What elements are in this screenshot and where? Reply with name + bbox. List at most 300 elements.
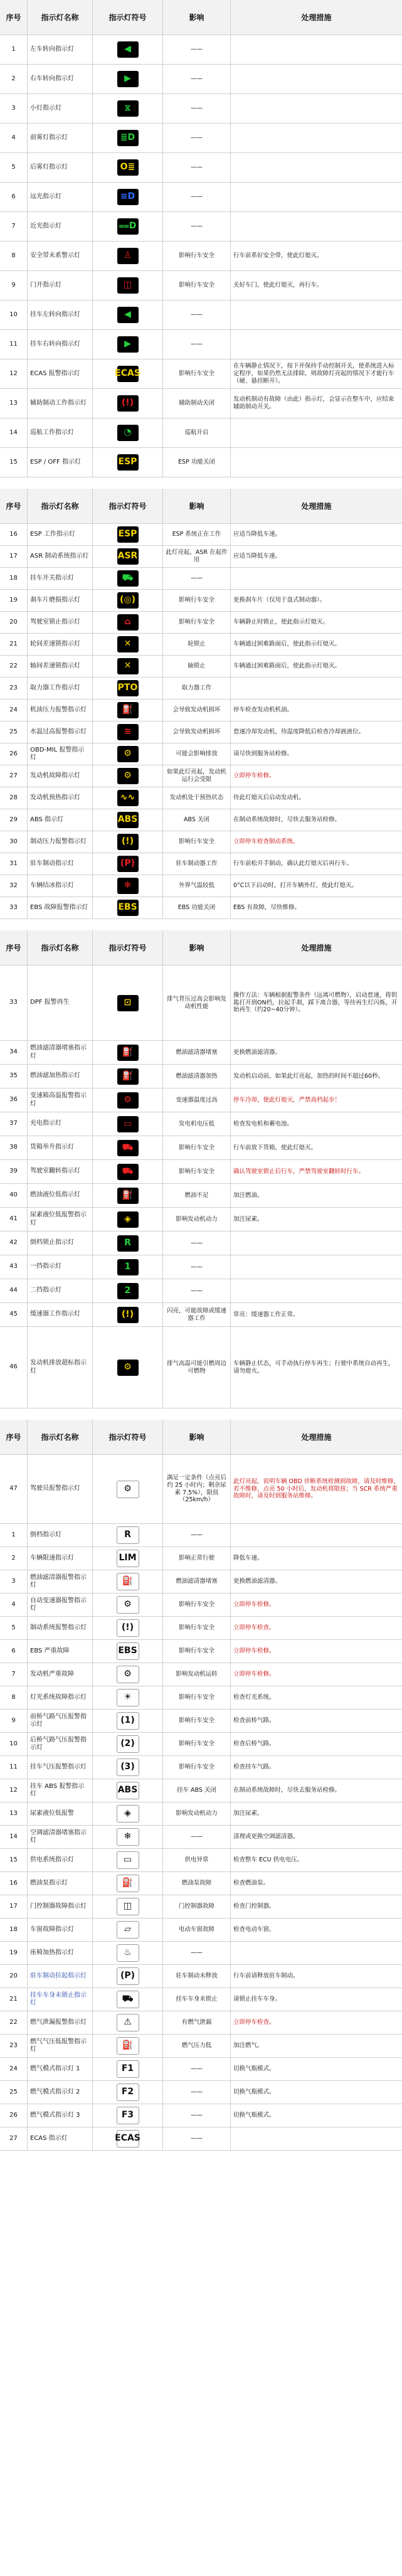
indicator-effect: 有燃气泄漏 <box>163 2011 231 2035</box>
indicator-effect: 门控制器故障 <box>163 1895 231 1919</box>
indicator-glyph: 2 <box>124 1285 131 1296</box>
reverse-icon <box>117 1526 139 1544</box>
indicator-glyph: ⛽ <box>122 1576 134 1587</box>
indicator-symbol-cell <box>93 1988 163 2011</box>
indicator-glyph: ⛟ <box>122 1994 134 2004</box>
indicator-symbol-cell <box>93 1136 163 1160</box>
indicator-name: 近光指示灯 <box>28 212 93 242</box>
indicator-symbol-cell <box>93 183 163 212</box>
indicator-symbol-cell <box>93 242 163 271</box>
front-fog-icon <box>117 130 139 146</box>
preheat-icon <box>117 790 139 806</box>
indicator-symbol-cell <box>93 1455 163 1524</box>
gas-low-icon <box>117 2037 139 2055</box>
retarder-icon <box>117 1307 139 1323</box>
indicator-name: 驾驶室翻转指示灯 <box>28 1160 93 1184</box>
table-header <box>0 489 402 524</box>
indicator-effect: 燃油滤清器堵塞 <box>163 1041 231 1065</box>
indicator-effect: —— <box>163 2081 231 2104</box>
header-no: 序号 <box>0 930 28 966</box>
header-effect: 影响 <box>163 0 231 35</box>
indicator-action: 车辆静止时锁止，使此指示灯熄灭。 <box>231 612 402 634</box>
indicator-action: 更换刹车片（仅用于盘式制动器）。 <box>231 590 402 612</box>
indicator-action: 停车检查发动机机油。 <box>231 700 402 721</box>
indicator-effect: 驻车制动器工作 <box>163 853 231 875</box>
indicator-glyph: (!) <box>121 398 134 408</box>
indicator-name: 车辆结冰指示灯 <box>28 875 93 897</box>
table-row <box>0 242 402 271</box>
indicator-glyph: ⛽ <box>122 1878 134 1888</box>
indicator-glyph: ECAS <box>115 368 140 379</box>
indicator-effect: EBS 功能关闭 <box>163 897 231 919</box>
indicator-symbol-cell <box>93 1112 163 1136</box>
indicator-action: 发动机启动前，如果此灯亮起，加热的时间不超过60秒。 <box>231 1065 402 1088</box>
indicator-name: 供电系统指示灯 <box>28 1849 93 1872</box>
indicator-name: 取力器工作指示灯 <box>28 678 93 700</box>
table-row <box>0 546 402 568</box>
indicator-effect: 影响行车安全 <box>163 1686 231 1710</box>
indicator-glyph: EBS <box>118 1646 137 1656</box>
indicator-name: 轴间差速锁指示灯 <box>28 656 93 678</box>
indicator-action: 检查门控制器。 <box>231 1895 402 1919</box>
indicator-glyph: (!) <box>121 836 134 847</box>
indicator-name: 燃气模式指示灯 3 <box>28 2104 93 2127</box>
table-row <box>0 1710 402 1733</box>
table-body-2 <box>0 524 402 919</box>
high-beam-icon <box>117 189 139 205</box>
indicator-effect: 外界气温较低 <box>163 875 231 897</box>
indicator-action <box>231 1232 402 1255</box>
table-row <box>0 1327 402 1408</box>
indicator-name: 充电指示灯 <box>28 1112 93 1136</box>
table-row <box>0 1136 402 1160</box>
left-arrow-icon <box>117 41 139 58</box>
brake-pressure-icon <box>117 834 139 850</box>
indicator-symbol-cell <box>93 634 163 656</box>
row-number: 36 <box>0 1088 28 1112</box>
indicator-action <box>231 330 402 359</box>
indicator-symbol-cell <box>93 1919 163 1942</box>
ebs-icon <box>117 900 139 916</box>
table-row <box>0 1041 402 1065</box>
indicator-action <box>231 1279 402 1303</box>
row-number: 41 <box>0 1208 28 1232</box>
indicator-symbol-cell <box>93 721 163 743</box>
indicator-effect: 影响发动机运转 <box>163 1663 231 1686</box>
indicator-action: 检查前桥气路。 <box>231 1710 402 1733</box>
row-number: 14 <box>0 1826 28 1849</box>
table-row <box>0 301 402 330</box>
row-number: 4 <box>0 1594 28 1617</box>
indicator-name: 燃油滤清器堵塞指示灯 <box>28 1041 93 1065</box>
indicator-symbol-cell <box>93 1547 163 1570</box>
indicator-name: 驻车制动拉起指示灯 <box>28 1965 93 1988</box>
indicator-effect: 轮锁止 <box>163 634 231 656</box>
indicator-name: 轮间差速锁指示灯 <box>28 634 93 656</box>
indicator-symbol-cell <box>93 1279 163 1303</box>
indicator-symbol-cell <box>93 656 163 678</box>
row-number: 19 <box>0 1942 28 1965</box>
section-gap <box>0 919 402 930</box>
indicator-glyph: O≣ <box>120 162 135 173</box>
indicator-symbol-cell <box>93 966 163 1041</box>
indicator-effect: —— <box>163 2127 231 2151</box>
indicator-symbol-cell <box>93 1872 163 1895</box>
indicator-glyph: ⚠ <box>124 2017 132 2028</box>
indicator-symbol-cell <box>93 1255 163 1279</box>
indicator-glyph: ≋ <box>124 726 132 737</box>
indicator-action: 车辆通过困难路面后，使此指示灯熄灭。 <box>231 656 402 678</box>
indicator-name: 刹车片磨损指示灯 <box>28 590 93 612</box>
parking-brake-icon <box>117 856 139 872</box>
indicator-name: 燃油液位低指示灯 <box>28 1184 93 1208</box>
indicator-glyph: (◎) <box>119 595 135 605</box>
indicator-glyph: R <box>124 1237 131 1248</box>
indicator-glyph: ≣D <box>120 132 135 143</box>
table-row <box>0 700 402 721</box>
axle-diff-lock-icon <box>117 658 139 674</box>
row-number: 8 <box>0 1686 28 1710</box>
indicator-glyph: ⛽ <box>122 1070 134 1081</box>
row-number: 21 <box>0 634 28 656</box>
header-symbol: 指示灯符号 <box>93 930 163 966</box>
indicator-symbol-cell <box>93 1570 163 1594</box>
row-number: 3 <box>0 94 28 124</box>
engine-severe-icon <box>117 1666 139 1683</box>
indicator-glyph: ❄ <box>124 1831 132 1842</box>
indicator-action: 检查挂车气路。 <box>231 1756 402 1779</box>
row-number: 17 <box>0 1895 28 1919</box>
row-number: 32 <box>0 875 28 897</box>
seatbelt-icon <box>117 248 139 264</box>
indicator-name: ECAS 指示灯 <box>28 2127 93 2151</box>
indicator-effect: 会导致发动机损坏 <box>163 721 231 743</box>
section-gap <box>0 477 402 489</box>
indicator-name: 尿素液位低报警 <box>28 1802 93 1826</box>
indicator-name: 燃气模式指示灯 2 <box>28 2081 93 2104</box>
indicator-glyph: ☀ <box>124 1692 132 1703</box>
indicator-symbol-cell <box>93 1779 163 1802</box>
indicator-glyph: ◈ <box>124 1213 131 1224</box>
indicator-name: 发动机排放超标指示灯 <box>28 1327 93 1408</box>
indicator-action: 行车前请释放驻车制动。 <box>231 1965 402 1988</box>
indicator-action: 请锁止挂车车身。 <box>231 1988 402 2011</box>
indicator-name: 巡航工作指示灯 <box>28 418 93 448</box>
indicator-symbol-cell <box>93 1303 163 1327</box>
table-row <box>0 2035 402 2058</box>
indicator-action: 检查整车 ECU 供电电压。 <box>231 1849 402 1872</box>
indicator-name: ECAS 报警指示灯 <box>28 359 93 389</box>
header-name: 指示灯名称 <box>28 489 93 524</box>
cab-tilt-icon <box>117 1164 139 1180</box>
indicator-effect: 影响行车安全 <box>163 1594 231 1617</box>
indicator-glyph: (!) <box>121 1309 134 1319</box>
indicator-glyph: F1 <box>121 2063 134 2074</box>
ecas-small-icon <box>117 2130 139 2148</box>
indicator-action <box>231 1524 402 1547</box>
indicator-name: 挂车气压报警指示灯 <box>28 1756 93 1779</box>
table-row <box>0 1640 402 1663</box>
dpf-icon <box>117 995 139 1011</box>
gear-one-icon <box>117 1259 139 1275</box>
table-row <box>0 743 402 765</box>
indicator-glyph: ◔ <box>124 427 132 438</box>
door-open-icon <box>117 277 139 294</box>
indicator-table-4 <box>0 1420 402 2151</box>
brake-pad-icon <box>117 592 139 609</box>
row-number: 37 <box>0 1112 28 1136</box>
header-action: 处理措施 <box>231 489 402 524</box>
header-symbol: 指示灯符号 <box>93 1420 163 1455</box>
indicator-effect: 影响行车安全 <box>163 1617 231 1640</box>
ice-warning-icon <box>117 878 139 894</box>
indicator-effect: 供电异常 <box>163 1849 231 1872</box>
indicator-effect: 取力器工作 <box>163 678 231 700</box>
indicator-effect: 排气高温可能引燃周边可燃物 <box>163 1327 231 1408</box>
row-number: 39 <box>0 1160 28 1184</box>
row-number: 6 <box>0 183 28 212</box>
indicator-symbol-cell <box>93 546 163 568</box>
indicator-name: 发动机故障指示灯 <box>28 765 93 787</box>
indicator-name: 挂车车身未锁止指示灯 <box>28 1988 93 2011</box>
row-number: 10 <box>0 301 28 330</box>
indicator-symbol-cell <box>93 1686 163 1710</box>
table-row <box>0 1065 402 1088</box>
indicator-glyph: ⧖ <box>124 103 131 114</box>
row-number: 27 <box>0 765 28 787</box>
indicator-name: 座椅加热指示灯 <box>28 1942 93 1965</box>
indicator-effect: ABS 关闭 <box>163 809 231 831</box>
indicator-effect: 此灯亮起，ASR 在起作用 <box>163 546 231 568</box>
indicator-glyph: F2 <box>121 2087 134 2097</box>
indicator-action <box>231 183 402 212</box>
indicator-action: 在制动系统故障时，尽快去服务站检修。 <box>231 1779 402 1802</box>
ebs-severe-icon <box>117 1642 139 1660</box>
indicator-symbol-cell <box>93 1524 163 1547</box>
indicator-symbol-cell <box>93 2127 163 2151</box>
indicator-glyph: ▭ <box>123 1855 132 1865</box>
indicator-glyph: 1 <box>124 1261 131 1272</box>
row-number: 9 <box>0 1710 28 1733</box>
indicator-effect: —— <box>163 330 231 359</box>
indicator-symbol-cell <box>93 448 163 477</box>
fuel-filter-alert-icon <box>117 1573 139 1590</box>
indicator-effect: 影响正常行驶 <box>163 1547 231 1570</box>
indicator-glyph: ◀ <box>124 309 131 320</box>
indicator-action: 检查电动车窗。 <box>231 1919 402 1942</box>
indicator-symbol-cell <box>93 700 163 721</box>
gas-mode1-icon <box>117 2060 139 2078</box>
indicator-action: 行车前系好安全带，使此灯熄灭。 <box>231 242 402 271</box>
indicator-glyph: (2) <box>120 1738 135 1749</box>
table-row <box>0 831 402 853</box>
table-row <box>0 2104 402 2127</box>
gas-leak-icon <box>117 2014 139 2031</box>
table-row <box>0 1255 402 1279</box>
indicator-name: OBD-MIL 报警指示灯 <box>28 743 93 765</box>
table-row <box>0 94 402 124</box>
header-effect: 影响 <box>163 489 231 524</box>
row-number: 10 <box>0 1733 28 1756</box>
indicator-name: 一挡指示灯 <box>28 1255 93 1279</box>
table-row <box>0 65 402 94</box>
indicator-name: 前桥气路气压报警指示灯 <box>28 1710 93 1733</box>
table-body-4 <box>0 1455 402 2151</box>
fuel-heater-icon <box>117 1068 139 1085</box>
indicator-symbol-cell <box>93 1663 163 1686</box>
coolant-temp-icon <box>117 724 139 740</box>
indicator-action <box>231 301 402 330</box>
indicator-symbol-cell <box>93 1327 163 1408</box>
table-row <box>0 1872 402 1895</box>
indicator-effect: 影响行车安全 <box>163 1710 231 1733</box>
indicator-effect: 轴锁止 <box>163 656 231 678</box>
indicator-action: 加注尿素。 <box>231 1802 402 1826</box>
window-fault-icon <box>117 1921 139 1939</box>
indicator-glyph: F3 <box>121 2110 134 2121</box>
table-row <box>0 612 402 634</box>
brake-system-icon <box>117 1619 139 1637</box>
header-symbol: 指示灯符号 <box>93 489 163 524</box>
indicator-symbol-cell <box>93 2035 163 2058</box>
indicator-glyph: ⛟ <box>122 573 134 583</box>
indicator-glyph: ⛽ <box>122 1046 134 1057</box>
indicator-effect: 影响行车安全 <box>163 831 231 853</box>
indicator-glyph: ◀ <box>124 44 131 55</box>
indicator-action <box>231 124 402 153</box>
indicator-effect: 影响行车安全 <box>163 1640 231 1663</box>
table-row <box>0 1232 402 1255</box>
indicator-name: 缓速器工作指示灯 <box>28 1303 93 1327</box>
obd-icon <box>117 746 139 762</box>
indicator-symbol-cell <box>93 1640 163 1663</box>
row-number: 33 <box>0 897 28 919</box>
indicator-action: 清理或更换空调滤清器。 <box>231 1826 402 1849</box>
indicator-glyph: (!) <box>121 1622 134 1633</box>
table-row <box>0 1849 402 1872</box>
indicator-action: 待此灯熄灭后启动发动机。 <box>231 787 402 809</box>
indicator-glyph: ≡D <box>120 191 135 202</box>
indicator-symbol-cell <box>93 853 163 875</box>
indicator-effect: —— <box>163 1232 231 1255</box>
indicator-effect: 会导致发动机损坏 <box>163 700 231 721</box>
cargo-lift-icon <box>117 1140 139 1156</box>
indicator-effect: —— <box>163 94 231 124</box>
indicator-glyph: PTO <box>117 683 138 693</box>
indicator-effect: 满足一定条件（点亮后约 25 小时内；剩余尿素 7.5%），限扭（25km/h） <box>163 1455 231 1524</box>
table-row <box>0 1524 402 1547</box>
urea-low-icon <box>117 1211 139 1228</box>
indicator-glyph: ▶ <box>124 73 131 84</box>
indicator-action: 立即停车检查。 <box>231 2011 402 2035</box>
header-no: 序号 <box>0 489 28 524</box>
indicator-name: 倒档指示灯 <box>28 1524 93 1547</box>
table-row <box>0 787 402 809</box>
table-row <box>0 418 402 448</box>
indicator-symbol-cell <box>93 787 163 809</box>
indicator-glyph: ⛟ <box>122 1142 134 1152</box>
indicator-symbol-cell <box>93 271 163 301</box>
indicator-name: 驻车制动指示灯 <box>28 853 93 875</box>
indicator-glyph: ❄ <box>124 880 132 891</box>
indicator-action <box>231 212 402 242</box>
indicator-action <box>231 94 402 124</box>
oil-pressure-icon <box>117 702 139 718</box>
indicator-name: 发动机严重故障 <box>28 1663 93 1686</box>
indicator-glyph: (P) <box>120 1971 135 1981</box>
indicator-symbol-cell <box>93 765 163 787</box>
indicator-symbol-cell <box>93 1208 163 1232</box>
indicator-action: 车辆静止状态，可手动执行停车再生；行驶中系统自动再生，请勿熄火。 <box>231 1327 402 1408</box>
indicator-action: 立即停车检修。 <box>231 765 402 787</box>
indicator-action: 检查发电机和蓄电池。 <box>231 1112 402 1136</box>
row-number: 14 <box>0 418 28 448</box>
table-row <box>0 1686 402 1710</box>
indicator-effect: 燃油滤清器加热 <box>163 1065 231 1088</box>
fuel-low-icon <box>117 1188 139 1204</box>
indicator-name: ESP / OFF 指示灯 <box>28 448 93 477</box>
indicator-glyph: R <box>124 1530 131 1540</box>
indicator-symbol-cell <box>93 1710 163 1733</box>
indicator-effect: 排气背压过高会影响发动机性能 <box>163 966 231 1041</box>
abs-icon <box>117 812 139 828</box>
table-row <box>0 590 402 612</box>
indicator-symbol-cell <box>93 65 163 94</box>
indicator-effect: —— <box>163 35 231 65</box>
indicator-name: 安全带未系警示灯 <box>28 242 93 271</box>
indicator-name: 右车转向指示灯 <box>28 65 93 94</box>
indicator-effect: 如果此灯亮起，发动机运行会受限 <box>163 765 231 787</box>
header-symbol: 指示灯符号 <box>93 0 163 35</box>
indicator-glyph: ⛟ <box>122 1166 134 1176</box>
charging-icon <box>117 1116 139 1132</box>
row-number: 12 <box>0 359 28 389</box>
indicator-action: 加注尿素。 <box>231 1208 402 1232</box>
indicator-effect: 闪亮，可能故障或缓速器工作 <box>163 1303 231 1327</box>
indicator-name: 灯光系统故障指示灯 <box>28 1686 93 1710</box>
row-number: 31 <box>0 853 28 875</box>
indicator-action: 怠速冷却发动机，待温度降低后检查冷却液液位。 <box>231 721 402 743</box>
trailer-switch-icon <box>117 570 139 587</box>
header-name: 指示灯名称 <box>28 0 93 35</box>
row-number: 26 <box>0 743 28 765</box>
indicator-action: 加注燃气。 <box>231 2035 402 2058</box>
rear-fog-icon <box>117 159 139 176</box>
indicator-effect: 影响行车安全 <box>163 359 231 389</box>
indicator-name: 燃油滤加热指示灯 <box>28 1065 93 1088</box>
urea-level-icon <box>117 1805 139 1823</box>
row-number: 2 <box>0 65 28 94</box>
row-number: 22 <box>0 656 28 678</box>
indicator-name: 燃油泵指示灯 <box>28 1872 93 1895</box>
indicator-effect: 发电机电压低 <box>163 1112 231 1136</box>
parking-light-icon <box>117 100 139 117</box>
indicator-glyph: ⛽ <box>122 2040 134 2051</box>
indicator-action: 在车辆静止情况下，按下并保持手动控制开关，使系统进入标定程序，如果仍然无法排除，则故障灯亮起的情况下才能行车（硬、悬挂断开）。 <box>231 359 402 389</box>
row-number: 6 <box>0 1640 28 1663</box>
indicator-glyph: (P) <box>120 858 135 869</box>
indicator-glyph: ⛽ <box>122 705 134 715</box>
row-number: 24 <box>0 700 28 721</box>
row-number: 12 <box>0 1779 28 1802</box>
table-row <box>0 966 402 1041</box>
power-system-icon <box>117 1851 139 1869</box>
row-number: 33 <box>0 966 28 1041</box>
table-row <box>0 1160 402 1184</box>
row-number: 15 <box>0 448 28 477</box>
esp-off-icon <box>117 454 139 471</box>
row-number: 11 <box>0 330 28 359</box>
